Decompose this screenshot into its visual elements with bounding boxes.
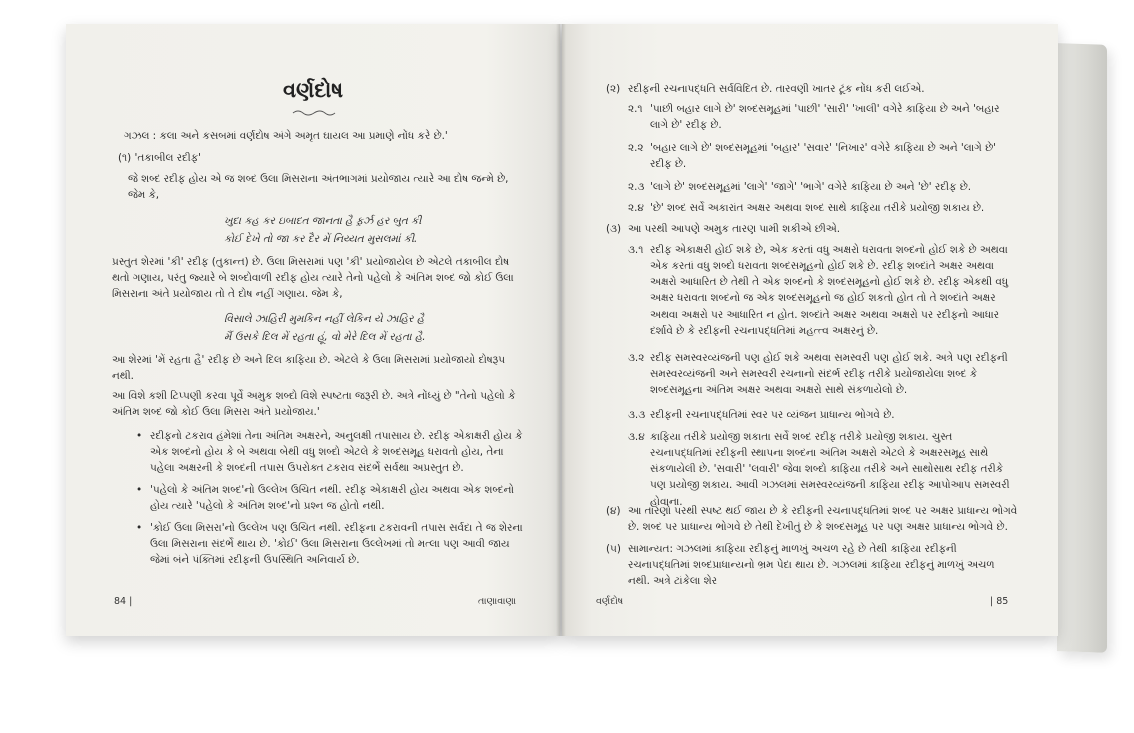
- item-5-label: (૫): [606, 543, 621, 555]
- left-page: [66, 24, 560, 636]
- bullet-marker-2: •: [136, 484, 143, 496]
- item-2-4-label: ૨.૪: [628, 202, 644, 214]
- intro-paragraph: ગઝલ : કલા અને કસબમાં વર્ણદોષ અંગે અમૃત ઘાયલ આ પ્રમાણે નોંધ કરે છે.': [124, 130, 448, 142]
- item-2-3-label: ૨.૩: [628, 181, 645, 193]
- item-3-3-label: ૩.૩: [628, 409, 646, 421]
- item-3-1-label: ૩.૧: [628, 244, 644, 256]
- item-4-label: (૪): [606, 505, 621, 517]
- paragraph-1: પ્રસ્તુત શેરમાં 'કી' રદીફ (તુકાન્ત) છે. ઉલા મિસરામાં પણ 'કી' પ્રયોજાયેલ છે એટલે તકાબીલ દોષ થતો ગણાય, પરંતુ જ્યારે બે શબ્દોવાળી રદીફ હોય ત્યારે તેનો પહેલો કે અંતિમ શબ્દ જો કોઈ ઉલા મિસરાના અંતે પ્રયોજાય તો તે દોષ નહીં ગણાય. જેમ કે,: [112, 256, 514, 301]
- item-2-2-text: 'બહાર લાગે છે' શબ્દસમૂહમાં 'બહાર' 'સવાર' 'નિખાર' વગેરે કાફિયા છે અને 'લાગે છે' રદીફ છે.: [650, 142, 996, 171]
- item-3-3-text: રદીફની રચનાપદ્ધતિમાં સ્વર પર વ્યંજન પ્રાધાન્ય ભોગવે છે.: [650, 409, 895, 421]
- item-3-1-text: રદીફ એકાક્ષરી હોઈ શકે છે, એક કરતાં વધુ અક્ષરો ધરાવતા શબ્દનો હોઈ શકે છે અથવા એક કરતાં વધુ શબ્દો ધરાવતા શબ્દસમૂહનો હોઈ શકે છે. રદીફ શબ્દાંતે અક્ષર અથવા અક્ષરો આધારિત છે તેથી તે એક શબ્દનો કે શબ્દસમૂહનો હોઈ શકે છે. રદીફ એકથી વધુ અક્ષર ધરાવતા શબ્દનો જ એક શબ્દસમૂહનો જ હોઈ શકતો હોત તો તે શબ્દાંતે અક્ષર અથવા અક્ષરો પર આધારિત ન હોત. શબ્દાંતે અક્ષર અથવા અક્ષરો પર રદીફનો આધાર દર્શાવે છે કે રદીફની રચનાપદ્ધતિમાં મહત્ત્વ અક્ષરનું છે.: [650, 244, 1009, 337]
- book-spine-shadow: [556, 24, 566, 636]
- item-2-2-label: ૨.૨: [628, 142, 644, 154]
- right-page: [562, 24, 1058, 636]
- paragraph-3: આ વિશે કશી ટિપ્પણી કરવા પૂર્વે અમુક શબ્દો વિશે સ્પષ્ટતા જરૂરી છે. અત્રે નોંધ્યું છે "તેનો પહેલો કે અંતિમ શબ્દ જો કોઈ ઉલા મિસરા અંતે પ્રયોજાય.': [112, 390, 516, 419]
- item-2-1-text: 'પાછી બહાર લાગે છે' શબ્દસમૂહમાં 'પાછી' 'સારી' 'ખાલી' વગેરે કાફિયા છે અને 'બહાર લાગે છે' રદીફ છે.: [650, 103, 1000, 132]
- bullet-marker-3: •: [136, 522, 143, 534]
- item-2-3-text: 'લાગે છે' શબ્દસમૂહમાં 'લાગે' 'જાગે' 'ભાગે' વગેરે કાફિયા છે અને 'છે' રદીફ છે.: [650, 181, 972, 193]
- item-3-4-text: કાફિયા તરીકે પ્રયોજી શકાતા સર્વે શબ્દ રદીફ તરીકે પ્રયોજી શકાય. ચુસ્ત રચનાપદ્ધતિમાં રદીફની સ્થાપના શબ્દના અંતિમ અક્ષરો એટલે કે અક્ષરસમૂહ સાથે સંકળાયેલી છે. 'સવારી' 'લવારી' જેવા શબ્દો કાફિયા તરીકે અને સાથોસાથ રદીફ તરીકે પણ પ્રયોજી શકાય. આવી ગઝલમાં સમસ્વરવ્યંજની કાફિયા રદીફ આપોઆપ સમસ્વરી હોવાના.: [650, 431, 1010, 508]
- item-4-text: આ તારણો પરથી સ્પષ્ટ થઈ જાય છે કે રદીફની રચનાપદ્ધતિમાં શબ્દ પર અક્ષર પ્રાધાન્ય ભોગવે છે. શબ્દ પર પ્રાધાન્ય ભોગવે છે તેથી દેખીતું છે કે શબ્દસમૂહ પર પણ અક્ષર પ્રાધાન્ય ભોગવે છે.: [628, 505, 1018, 534]
- folio-page-number: | 85: [990, 596, 1009, 607]
- item-3-label: (૩): [606, 223, 622, 235]
- bullet-marker-1: •: [136, 430, 143, 442]
- chapter-title: વર્ણદોષ: [282, 78, 344, 102]
- section-1-text: જે શબ્દ રદીફ હોય એ જ શબ્દ ઉલા મિસરાના અંતભાગમાં પ્રયોજાય ત્યારે આ દોષ જન્મે છે, જેમ કે,: [128, 173, 509, 202]
- item-3-2-text: રદીફ સમસ્વરવ્યંજની પણ હોઈ શકે અથવા સમસ્વરી પણ હોઈ શકે. અત્રે પણ રદીફની સમસ્વરવ્યંજની અને સમસ્વરી રચનાનો સંદર્ભ રદીફ તરીકે પ્રયોજાયેલા શબ્દ કે શબ્દસમૂહના અંતિમ અક્ષર અથવા અક્ષરો સાથે સંકળાયેલો છે.: [650, 352, 1008, 397]
- folio-running-title: તાણાવાણા: [478, 596, 517, 607]
- paragraph-2: આ શેરમાં 'મેં રહતા હૈ' રદીફ છે અને દિલ કાફિયા છે. એટલે કે ઉલા મિસરામાં પ્રયોજાયો દોષરૂપ નથી.: [112, 354, 505, 383]
- item-2-1-label: ૨.૧: [628, 103, 643, 115]
- folio-page-number: 84 |: [114, 596, 133, 607]
- verse-2-line-1: વિસાલે ઝાહિરી મુમકિન નહીં લેકિન યે ઝાહિર હૈ: [224, 313, 425, 325]
- verse-2-line-2: મૈં ઉસકે દિલ મેં રહતા હૂં, વો મેરે દિલ મેં રહતા હૈ.: [224, 331, 426, 343]
- item-2-label: (૨): [606, 83, 621, 95]
- folio-running-title: વર્ણદોષ: [596, 596, 624, 607]
- ornament-swirl-icon: [292, 109, 336, 117]
- bullet-item-3: 'કોઈ ઉલા મિસરા'નો ઉલ્લેખ પણ ઉચિત નથી. રદીફના ટકરાવની તપાસ સર્વદા તે જ શેરના ઉલા મિસરાના સંદર્ભે થાય છે. 'કોઈ' ઉલા મિસરાના ઉલ્લેખમાં તો મત્લા પણ આવી જાય જેમાં બંને પંક્તિમાં રદીફની ઉપસ્થિતિ અનિવાર્ય છે.: [150, 522, 523, 567]
- page-stack: [1057, 43, 1107, 653]
- verse-1-line-2: કોઈ દેખે તો જા કર દૈર મેં નિય્યત મુસલમાં કી.: [224, 233, 418, 245]
- item-5-text: સામાન્યત: ગઝલમાં કાફિયા રદીફનું માળખું અચળ રહે છે તેથી કાફિયા રદીફની રચનાપદ્ધતિમાં શબ્દપ્રાધાન્યનો ભ્રમ પેદા થાય છે. ગઝલમાં કાફિયા રદીફનું માળખું અચળ નથી. અત્રે ટાંકેલા શેર: [628, 543, 995, 588]
- bullet-item-1: રદીફનો ટકરાવ હંમેશાં તેના અંતિમ અક્ષરને, અનુલક્ષી તપાસાય છે. રદીફ એકાક્ષરી હોય કે એક શબ્દનો હોય કે બે અથવા બેથી વધુ શબ્દો એટલે કે શબ્દસમૂહ ધરાવતો હોય, તેના પહેલા અક્ષરની કે શબ્દની તપાસ ઉપરોક્ત ટકરાવ સંદર્ભે સર્વથા અપ્રસ્તુત છે.: [150, 430, 523, 475]
- verse-1-line-1: ખુદા કહ કર ઇબાદત જાનતા હૈ ફ઼ર્ઝ હર બુત કી: [224, 215, 422, 227]
- item-3-4-label: ૩.૪: [628, 431, 645, 443]
- section-1-label: (૧) 'તકાબીલ રદીફ': [118, 152, 202, 164]
- item-3-2-label: ૩.૨: [628, 352, 645, 364]
- item-3-text: આ પરથી આપણે અમુક તારણ પામી શકીએ છીએ.: [628, 223, 841, 235]
- item-2-text: રદીફની રચનાપદ્ધતિ સર્વવિદિત છે. તારવણી ખાતર ટૂંક નોંધ કરી લઈએ.: [628, 83, 925, 95]
- item-2-4-text: 'છે' શબ્દ સર્વે અકારાંત અક્ષર અથવા શબ્દ સાથે કાફિયા તરીકે પ્રયોજી શકાય છે.: [650, 202, 985, 214]
- bullet-item-2: 'પહેલો કે અંતિમ શબ્દ'નો ઉલ્લેખ ઉચિત નથી. રદીફ એકાક્ષરી હોય અથવા એક શબ્દનો હોય ત્યારે 'પહેલો કે અંતિમ શબ્દ'નો પ્રશ્ન જ હોતો નથી.: [150, 484, 514, 513]
